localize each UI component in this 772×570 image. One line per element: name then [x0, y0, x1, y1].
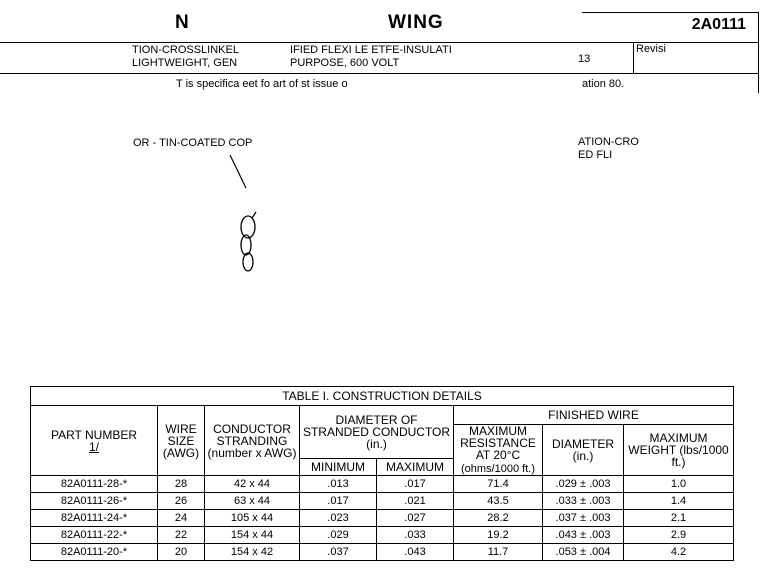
cell-dia: .033 ± .003 — [543, 493, 624, 510]
header-wire-size: WIRE SIZE (AWG) — [158, 406, 205, 476]
cell-res: 71.4 — [454, 476, 543, 493]
construction-details-table — [30, 386, 734, 561]
cell-size: 28 — [158, 476, 205, 493]
cell-max: .033 — [377, 527, 454, 544]
header-part-number — [31, 406, 158, 476]
spec-number: 2A0111 — [691, 16, 746, 33]
cell-wt: 1.4 — [624, 493, 734, 510]
insulation-label-line-2: ED FLI — [578, 149, 613, 161]
header-diameter-group: DIAMETER OF STRANDED CONDUCTOR (in.) — [300, 406, 454, 459]
header-conductor-stranding: CONDUCTOR STRANDING (number x AWG) — [205, 406, 300, 476]
cell-part: 82A0111-24-* — [31, 510, 158, 527]
table-row — [31, 476, 734, 493]
table-row — [31, 527, 734, 544]
cell-dia: .043 ± .003 — [543, 527, 624, 544]
table-row — [31, 510, 734, 527]
cell-part: 82A0111-20-* — [31, 544, 158, 561]
leader-line — [230, 155, 246, 188]
cell-min: .013 — [300, 476, 377, 493]
date-fragment: 13 — [578, 53, 591, 65]
cell-max: .027 — [377, 510, 454, 527]
subtitle-right-line-1: IFIED FLEXI LE ETFE-INSULATI — [290, 44, 452, 56]
cell-strand: 154 x 42 — [205, 544, 300, 561]
header-max-resistance-label: MAXIMUM RESISTANCE AT 20°C — [460, 424, 536, 462]
document-title-right: WING — [388, 12, 444, 33]
cell-part: 82A0111-28-* — [31, 476, 158, 493]
cell-min: .017 — [300, 493, 377, 510]
cell-wt: 4.2 — [624, 544, 734, 561]
cell-strand: 105 x 44 — [205, 510, 300, 527]
wire-strands-icon — [241, 212, 256, 271]
cell-max: .043 — [377, 544, 454, 561]
table-row — [31, 544, 734, 561]
cell-wt: 1.0 — [624, 476, 734, 493]
document-title-left: N — [175, 12, 190, 33]
header-max-resistance — [454, 425, 543, 476]
cell-min: .029 — [300, 527, 377, 544]
cell-wt: 2.9 — [624, 527, 734, 544]
cell-res: 43.5 — [454, 493, 543, 510]
cell-min: .023 — [300, 510, 377, 527]
cell-part: 82A0111-22-* — [31, 527, 158, 544]
cell-size: 22 — [158, 527, 205, 544]
header-part-number-note: 1/ — [88, 439, 99, 454]
insulation-label-line-1: ATION-CRO — [578, 136, 639, 148]
header-max-weight: MAXIMUM WEIGHT (lbs/1000 ft.) — [624, 425, 734, 476]
notice-text-right: ation 80. — [582, 78, 625, 90]
subtitle-left-line-2: LIGHTWEIGHT, GEN — [132, 57, 238, 69]
cell-strand: 154 x 44 — [205, 527, 300, 544]
table-row — [31, 493, 734, 510]
header-maximum: MAXIMUM — [377, 459, 454, 476]
conductor-label: OR - TIN-COATED COP — [133, 137, 253, 149]
notice-text-left: T is specifica eet fo art of st issue o — [176, 78, 348, 90]
cell-res: 28.2 — [454, 510, 543, 527]
cell-res: 19.2 — [454, 527, 543, 544]
header-part-number-label: PART NUMBER — [50, 427, 137, 442]
subtitle-right-line-2: PURPOSE, 600 VOLT — [290, 57, 400, 69]
header-minimum: MINIMUM — [300, 459, 377, 476]
cell-strand: 42 x 44 — [205, 476, 300, 493]
cell-max: .021 — [377, 493, 454, 510]
cell-size: 24 — [158, 510, 205, 527]
header-resistance-unit: (ohms/1000 ft.) — [461, 463, 535, 475]
table-caption: TABLE I. CONSTRUCTION DETAILS — [31, 387, 734, 406]
cell-size: 26 — [158, 493, 205, 510]
header-finished-wire: FINISHED WIRE — [454, 406, 734, 425]
cell-min: .037 — [300, 544, 377, 561]
cell-dia: .029 ± .003 — [543, 476, 624, 493]
header-diameter: DIAMETER (in.) — [543, 425, 624, 476]
cell-strand: 63 x 44 — [205, 493, 300, 510]
cell-res: 11.7 — [454, 544, 543, 561]
subtitle-left-line-1: TION-CROSSLINKEL — [132, 44, 239, 56]
cell-part: 82A0111-26-* — [31, 493, 158, 510]
cell-wt: 2.1 — [624, 510, 734, 527]
cell-dia: .053 ± .004 — [543, 544, 624, 561]
revision-label: Revisi — [636, 43, 666, 55]
cell-max: .017 — [377, 476, 454, 493]
cell-dia: .037 ± .003 — [543, 510, 624, 527]
page-cut-edge — [0, 566, 772, 570]
cell-size: 20 — [158, 544, 205, 561]
